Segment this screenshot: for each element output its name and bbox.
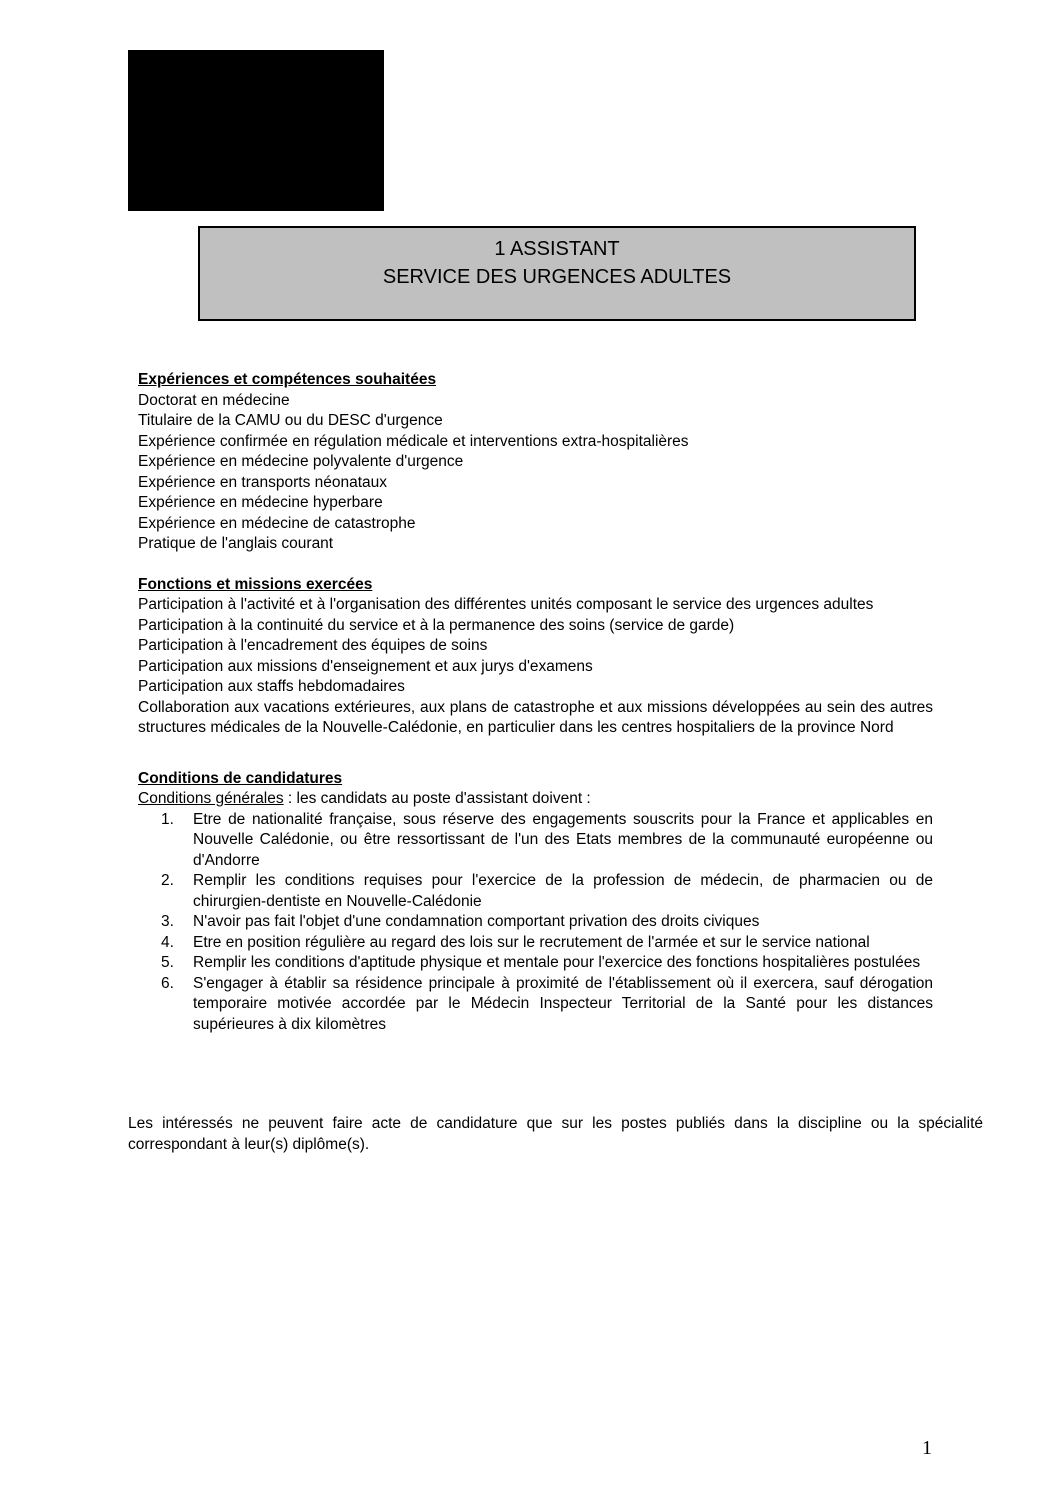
experience-item: Expérience en médecine hyperbare	[138, 494, 383, 511]
redacted-logo	[128, 50, 384, 211]
fonction-item: Participation à l'encadrement des équipes de soins	[138, 637, 488, 654]
condition-item	[138, 912, 933, 933]
fonction-item: Participation à l'activité et à l'organisation des différentes unités composant le service des urgences adultes	[138, 596, 874, 613]
title-line-2: SERVICE DES URGENCES ADULTES	[382, 266, 732, 288]
condition-text: Etre de nationalité française, sous réserve des engagements souscrits pour la France et applicables en Nouvelle Calédonie, ou être ressortissant de l'un des Etats membres de la communauté européenne ou d'Andorre	[193, 810, 933, 869]
experience-item: Expérience en médecine de catastrophe	[138, 514, 416, 532]
experience-item: Expérience en médecine polyvalente d'urgence	[138, 453, 464, 470]
experience-item: Pratique de l'anglais courant	[138, 535, 334, 552]
experiences-section	[138, 370, 933, 555]
experience-item: Titulaire de la CAMU ou du DESC d'urgence	[138, 412, 443, 429]
conditions-intro: : les candidats au poste d'assistant doivent :	[283, 790, 591, 807]
condition-text: S'engager à établir sa résidence principale à proximité de l'établissement où il exercera, sauf dérogation temporaire motivée accordée par le Médecin Inspecteur Territorial de la Santé pour les distances supérieures à dix kilomètres	[193, 974, 933, 1033]
conditions-intro-line	[138, 789, 933, 810]
condition-number: 5.	[161, 954, 174, 971]
document-body	[138, 370, 933, 1035]
condition-text: Etre en position régulière au regard des lois sur le recrutement de l'armée et sur le service national	[193, 933, 870, 951]
conditions-subheading: Conditions générales	[138, 790, 284, 807]
fonction-item: Participation aux staffs hebdomadaires	[138, 678, 405, 695]
fonction-item: Participation aux missions d'enseignement et aux jurys d'examens	[138, 657, 593, 675]
condition-number: 2.	[161, 872, 174, 889]
condition-number: 1.	[161, 810, 174, 828]
condition-item	[138, 810, 933, 872]
title-line-1: 1 ASSISTANT	[494, 238, 620, 260]
condition-item	[138, 953, 933, 974]
condition-number: 4.	[161, 933, 174, 951]
conditions-list	[138, 810, 933, 1036]
condition-item	[138, 974, 933, 1036]
fonction-item: Participation à la continuité du service et à la permanence des soins (service de garde)	[138, 616, 735, 634]
condition-item	[138, 933, 933, 954]
experience-item: Expérience en transports néonataux	[138, 473, 388, 491]
condition-text: N'avoir pas fait l'objet d'une condamnation comportant privation des droits civiques	[193, 913, 760, 930]
conditions-section	[138, 769, 933, 1036]
condition-number: 6.	[161, 974, 174, 992]
fonction-item: Collaboration aux vacations extérieures, aux plans de catastrophe et aux missions développées au sein des autres structures médicales de la Nouvelle-Calédonie, en particulier dans les centres hospitaliers de la province Nord	[138, 698, 933, 736]
experience-item: Doctorat en médecine	[138, 391, 290, 409]
experiences-heading: Expériences et compétences souhaitées	[138, 371, 437, 388]
title-box	[198, 226, 916, 321]
condition-text: Remplir les conditions d'aptitude physique et mentale pour l'exercice des fonctions hospitalières postulées	[193, 954, 921, 971]
page-number: 1	[922, 1437, 932, 1459]
candidature-note: Les intéressés ne peuvent faire acte de candidature que sur les postes publiés dans la discipline ou la spécialité correspondant à leur(s) diplôme(s).	[128, 1115, 983, 1153]
conditions-heading: Conditions de candidatures	[138, 769, 343, 787]
fonctions-section	[138, 575, 933, 739]
condition-number: 3.	[161, 913, 174, 930]
experience-item: Expérience confirmée en régulation médicale et interventions extra-hospitalières	[138, 432, 689, 450]
condition-text: Remplir les conditions requises pour l'exercice de la profession de médecin, de pharmacien ou de chirurgien-dentiste en Nouvelle-Calédonie	[193, 872, 933, 910]
condition-item	[138, 871, 933, 912]
fonctions-heading: Fonctions et missions exercées	[138, 575, 373, 593]
